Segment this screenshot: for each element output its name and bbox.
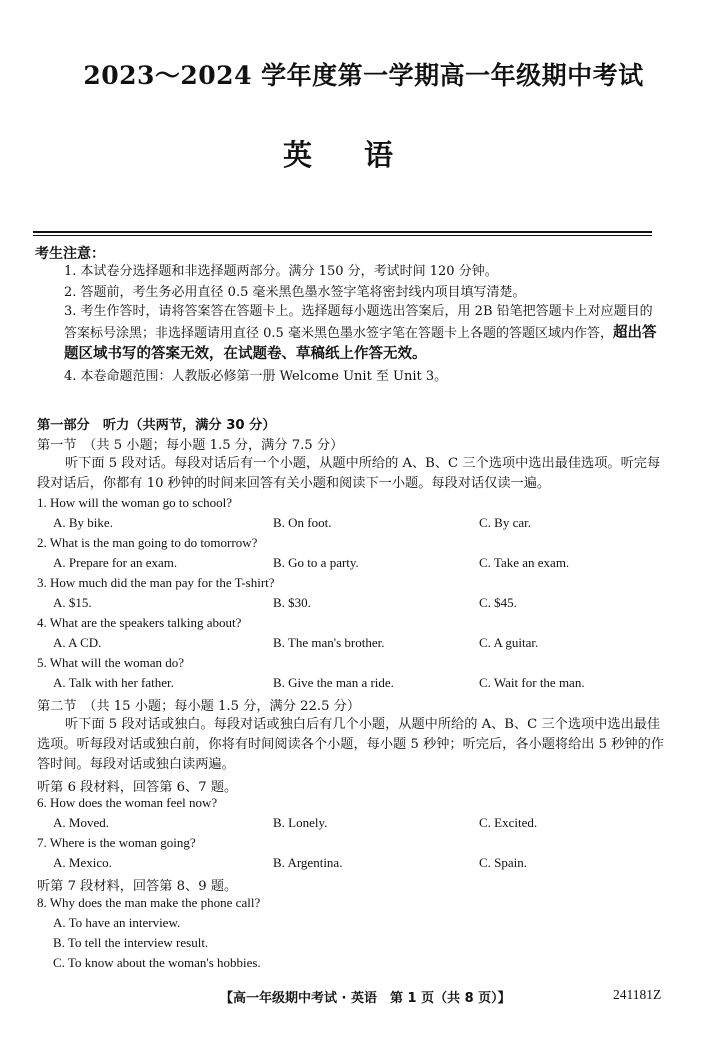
section2-heading: 第二节 （共 15 小题；每小题 1.5 分，满分 22.5 分） [37,699,361,714]
material-7-note: 听第 7 段材料，回答第 8、9 题。 [37,879,238,894]
subject-title: 英语 [283,138,446,172]
option-c: C. Spain. [479,855,528,870]
option-b: B. Go to a party. [273,555,359,570]
divider [33,235,652,236]
option-b: B. Argentina. [273,855,343,870]
option-a: A. $15. [53,595,92,610]
question-stem: 4. What are the speakers talking about? [37,615,242,630]
option-a: A. Talk with her father. [53,675,174,690]
question-stem: 1. How will the woman go to school? [37,495,232,510]
section1-instructions: 听下面 5 段对话。每段对话后有一个小题，从题中所给的 A、B、C 三个选项中选出最佳选项。听完每段对话后，你都有 10 秒钟的时间来回答有关小题和阅读下一小题。每段对话仅读一遍。 [37,456,661,491]
option-a: A. By bike. [53,515,113,530]
section1-heading: 第一节 （共 5 小题；每小题 1.5 分，满分 7.5 分） [37,438,344,453]
question-stem: 7. Where is the woman going? [37,835,196,850]
option-b: B. On foot. [273,515,332,530]
divider [33,231,652,233]
option-b: B. To tell the interview result. [53,935,209,950]
paper-code: 241181Z [613,987,662,1002]
option-b: B. The man's brother. [273,635,385,650]
section2-instructions: 听下面 5 段对话或独白。每段对话或独白后有几个小题，从题中所给的 A、B、C 三个选项中选出最佳选项。听每段对话或独白前，你将有时间阅读各个小题，每小题 5 秒钟；听完后，各小题将给出 5 秒钟的作答时间。每段对话或独白读两遍。 [37,717,664,772]
option-a: A. To have an interview. [53,915,181,930]
question-stem: 8. Why does the man make the phone call? [37,895,261,910]
notice-item-4: 4. 本卷命题范围：人教版必修第一册 Welcome Unit 至 Unit 3。 [64,369,448,384]
option-a: A. Prepare for an exam. [53,555,178,570]
notice-item-3-text: 3. 考生作答时，请将答案答在答题卡上。选择题每小题选出答案后，用 2B 铅笔把答题卡上对应题目的答案标号涂黑；非选择题请用直径 0.5 毫米黑色墨水签字笔在答题卡上各题的答题区域内作答， [64,304,653,341]
page-footer: 【高一年级期中考试 · 英语 第 1 页（共 8 页）】 [220,991,511,1006]
question-stem: 5. What will the woman do? [37,655,185,670]
option-c: C. Take an exam. [479,555,570,570]
option-b: B. $30. [273,595,311,610]
material-6-note: 听第 6 段材料，回答第 6、7 题。 [37,780,238,795]
notice-heading: 考生注意： [35,246,105,262]
option-b: B. Give the man a ride. [273,675,394,690]
option-c: C. By car. [479,515,531,530]
question-stem: 3. How much did the man pay for the T-shirt? [37,575,275,590]
option-a: A. Mexico. [53,855,112,870]
notice-item-2: 2. 答题前，考生务必用直径 0.5 毫米黑色墨水签字笔将密封线内项目填写清楚。 [64,285,526,300]
option-a: A. A CD. [53,635,102,650]
question-stem: 2. What is the man going to do tomorrow? [37,535,258,550]
notice-item-3 [64,302,664,366]
option-c: C. A guitar. [479,635,539,650]
notice-item-1: 1. 本试卷分选择题和非选择题两部分。满分 150 分，考试时间 120 分钟。 [64,264,498,279]
option-a: A. Moved. [53,815,109,830]
option-c: C. $45. [479,595,517,610]
option-c: C. Excited. [479,815,538,830]
part1-heading: 第一部分 听力（共两节，满分 30 分） [37,418,276,433]
exam-title: 2023～2024 学年度第一学期高一年级期中考试 [83,61,644,90]
option-b: B. Lonely. [273,815,328,830]
option-c: C. To know about the woman's hobbies. [53,955,261,970]
question-stem: 6. How does the woman feel now? [37,795,218,810]
option-c: C. Wait for the man. [479,675,585,690]
notice-item-3-emphasis: 超出答题区域书写的答案无效，在试题卷、草稿纸上作答无效。 [64,324,657,362]
